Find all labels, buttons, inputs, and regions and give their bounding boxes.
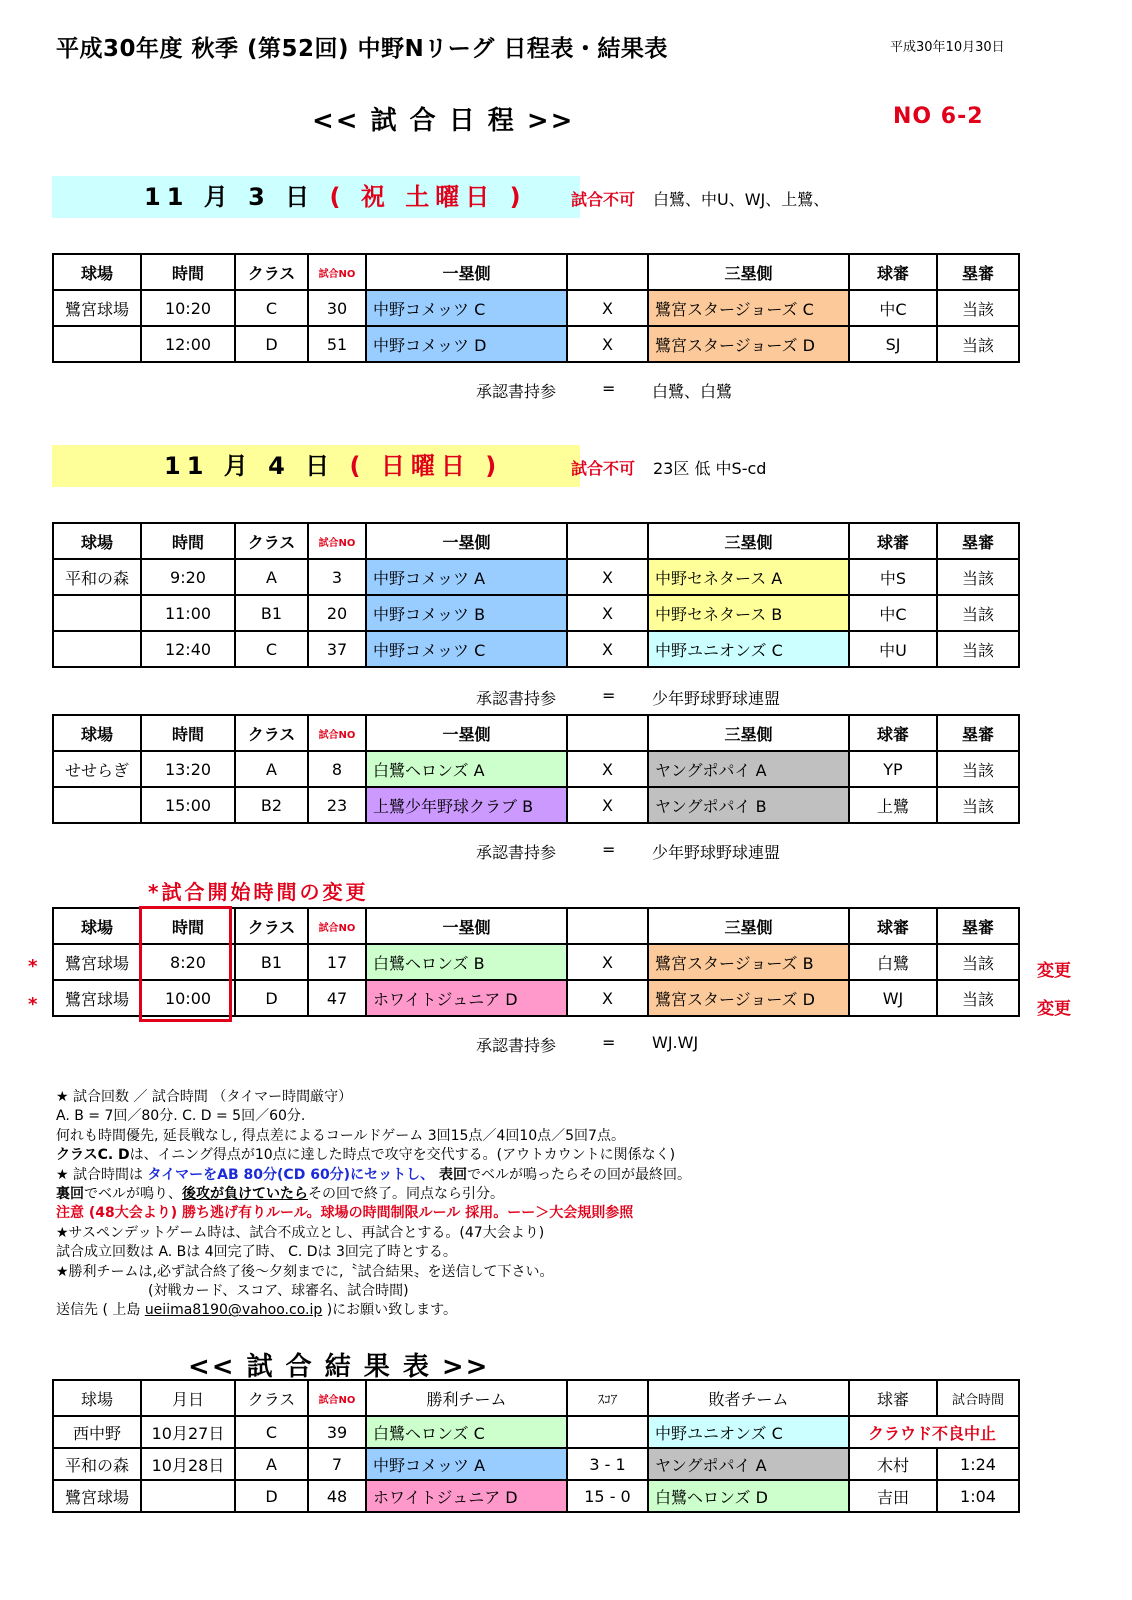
cell-field: せせらぎ: [53, 751, 141, 787]
col-base-umpire: 塁審: [937, 523, 1019, 559]
cell-base-umpire: 当該: [937, 559, 1019, 595]
cell-game-no: 23: [308, 787, 366, 823]
cell-game-no: 30: [308, 290, 366, 326]
schedule-table-day1: [52, 253, 1020, 363]
cell-date: [141, 1480, 235, 1512]
cell-class: C: [235, 1416, 308, 1448]
cell-first-team: 中野コメッツ C: [366, 631, 567, 667]
cell-class: A: [235, 751, 308, 787]
table-header-row: [53, 715, 1019, 751]
cell-first-team: 白鷺ヘロンズ A: [366, 751, 567, 787]
cell-vs: X: [567, 290, 648, 326]
cell-field: 鷺宮球場: [53, 1480, 141, 1512]
note-line: [56, 1301, 691, 1320]
cell-vs: X: [567, 559, 648, 595]
col-class: クラス: [235, 523, 308, 559]
cell-third-team: ヤングポパイ A: [648, 751, 849, 787]
cell-base-umpire: 当該: [937, 980, 1019, 1016]
cell-time: 10:00: [141, 980, 235, 1016]
col-third-base: 三塁側: [648, 715, 849, 751]
cell-game-no: 7: [308, 1448, 366, 1480]
cell-base-umpire: 当該: [937, 751, 1019, 787]
col-vs: [567, 523, 648, 559]
cell-winner: 中野コメッツ A: [366, 1448, 567, 1480]
table-row: [53, 290, 1019, 326]
col-game-no: 試合NO: [308, 523, 366, 559]
note-line: ★勝利チームは,必ず試合終了後～夕刻までに,〝試合結果〟を送信して下さい。: [56, 1263, 554, 1280]
approval-label: 承認書持参: [476, 1036, 557, 1055]
col-first-base: 一塁側: [366, 908, 567, 944]
change-note: 変更: [1037, 999, 1071, 1019]
col-field: 球場: [53, 715, 141, 751]
cell-class: B2: [235, 787, 308, 823]
cell-date: 10月27日: [141, 1416, 235, 1448]
table-header-row: [53, 1380, 1019, 1416]
cell-score: 3 - 1: [567, 1448, 648, 1480]
cell-umpire: 吉田: [849, 1480, 937, 1512]
cell-game-no: 48: [308, 1480, 366, 1512]
approval-equals: =: [602, 379, 616, 398]
cell-vs: X: [567, 944, 648, 980]
cell-field: 平和の森: [53, 559, 141, 595]
col-base-umpire: 塁審: [937, 254, 1019, 290]
results-table: [52, 1379, 1020, 1513]
document-number: NO 6-2: [893, 104, 984, 129]
note-line: ★サスペンデットゲーム時は、試合不成立とし、再試合とする。(47大会より): [56, 1224, 545, 1241]
cell-time: 10:20: [141, 290, 235, 326]
cell-first-team: 中野コメッツ B: [366, 595, 567, 631]
note-line: 何れも時間優先, 延長戦なし, 得点差によるコールドゲーム 3回15点／4回10点／5回7点。: [56, 1127, 625, 1144]
col-game-time: 試合時間: [937, 1380, 1019, 1416]
cell-first-team: ホワイトジュニア D: [366, 980, 567, 1016]
col-game-no: 試合NO: [308, 1380, 366, 1416]
table-row: [53, 1416, 1019, 1448]
cell-field: [53, 631, 141, 667]
col-first-base: 一塁側: [366, 715, 567, 751]
cell-third-team: 鷺宮スタージョーズ C: [648, 290, 849, 326]
table-row: [53, 595, 1019, 631]
table-row: [53, 326, 1019, 362]
note-text: 送信先 ( 上島: [56, 1302, 145, 1319]
approval-value: 白鷺、白鷺: [652, 382, 733, 401]
col-field: 球場: [53, 1380, 141, 1416]
change-marker: *: [28, 994, 38, 1015]
cell-field: 鷺宮球場: [53, 980, 141, 1016]
cell-time: 12:40: [141, 631, 235, 667]
cell-vs: X: [567, 787, 648, 823]
cell-class: A: [235, 559, 308, 595]
cell-class: D: [235, 980, 308, 1016]
table-row: [53, 559, 1019, 595]
cell-base-umpire: 当該: [937, 631, 1019, 667]
cell-game-time: 1:04: [937, 1480, 1019, 1512]
cell-third-team: 中野セネタース B: [648, 595, 849, 631]
cell-vs: X: [567, 595, 648, 631]
col-time: 時間: [141, 254, 235, 290]
cell-umpire: 木村: [849, 1448, 937, 1480]
col-class: クラス: [235, 908, 308, 944]
note-text: でベルが鳴ったらその回が最終回。: [466, 1166, 691, 1183]
cell-field: 鷺宮球場: [53, 944, 141, 980]
cell-score: [567, 1416, 648, 1448]
schedule-table-day2-seseragi: [52, 714, 1020, 824]
email-link[interactable]: ueiima8190@vahoo.co.ip: [144, 1302, 323, 1319]
col-winner: 勝利チーム: [366, 1380, 567, 1416]
approval-label: 承認書持参: [476, 689, 557, 708]
table-row: [53, 1448, 1019, 1480]
col-vs: [567, 908, 648, 944]
approval-value: 少年野球野球連盟: [652, 843, 781, 862]
cell-third-team: 中野セネタース A: [648, 559, 849, 595]
cell-loser: 中野ユニオンズ C: [648, 1416, 849, 1448]
day1-no-game-teams: 白鷺、中U、WJ、上鷺、: [653, 190, 830, 209]
col-field: 球場: [53, 254, 141, 290]
cell-game-no: 20: [308, 595, 366, 631]
cell-game-no: 17: [308, 944, 366, 980]
col-base-umpire: 塁審: [937, 908, 1019, 944]
change-note: 変更: [1037, 961, 1071, 981]
col-game-no: 試合NO: [308, 908, 366, 944]
cell-base-umpire: 当該: [937, 595, 1019, 631]
col-field: 球場: [53, 908, 141, 944]
table-header-row: [53, 523, 1019, 559]
cell-field: 鷺宮球場: [53, 290, 141, 326]
note-line: 試合成立回数は A. Bは 4回完了時、 C. Dは 3回完了時とする。: [56, 1244, 457, 1261]
cell-umpire: WJ: [849, 980, 937, 1016]
cell-umpire: 白鷺: [849, 944, 937, 980]
cell-time: 9:20: [141, 559, 235, 595]
cell-field: 西中野: [53, 1416, 141, 1448]
cell-umpire: 中C: [849, 290, 937, 326]
approval-equals: =: [602, 840, 616, 859]
cell-class: D: [235, 326, 308, 362]
col-umpire: 球審: [849, 715, 937, 751]
note-line: ★ 試合回数 ／ 試合時間 （タイマー時間厳守）: [56, 1089, 353, 1105]
col-field: 球場: [53, 523, 141, 559]
day2-no-game-teams: 23区 低 中S-cd: [653, 459, 767, 478]
cell-class: B1: [235, 944, 308, 980]
table-row: [53, 787, 1019, 823]
note-emphasis: 表回: [434, 1166, 467, 1183]
col-umpire: 球審: [849, 908, 937, 944]
note-line: [56, 1166, 691, 1185]
note-text: その回で終了。同点なら引分。: [308, 1186, 504, 1203]
col-third-base: 三塁側: [648, 254, 849, 290]
col-game-no: 試合NO: [308, 254, 366, 290]
cell-vs: X: [567, 980, 648, 1016]
document-date: 平成30年10月30日: [890, 40, 1005, 55]
cell-base-umpire: 当該: [937, 326, 1019, 362]
cell-winner: ホワイトジュニア D: [366, 1480, 567, 1512]
cell-date: 10月28日: [141, 1448, 235, 1480]
day1-date-bar: [52, 176, 580, 218]
approval-equals: =: [602, 1033, 616, 1052]
col-vs: [567, 254, 648, 290]
table-header-row: [53, 254, 1019, 290]
cell-first-team: 中野コメッツ A: [366, 559, 567, 595]
note-line: 注意 (48大会より) 勝ち逃げ有りルール。球場の時間制限ルール 採用。ーー＞大会規則参照: [56, 1205, 634, 1222]
col-class: クラス: [235, 715, 308, 751]
note-line: (対戦カード、スコア、球審名、試合時間): [148, 1283, 409, 1300]
cell-game-no: 3: [308, 559, 366, 595]
col-score: ｽｺｱ: [567, 1380, 648, 1416]
cell-time: 11:00: [141, 595, 235, 631]
schedule-heading: << 試 合 日 程 >>: [312, 106, 575, 136]
cell-third-team: 中野ユニオンズ C: [648, 631, 849, 667]
note-line: A. B = 7回／80分. C. D = 5回／60分.: [56, 1108, 306, 1125]
note-text: ★ 試合時間は: [56, 1166, 148, 1183]
note-emphasis: クラスC. D: [56, 1147, 130, 1164]
cell-first-team: 中野コメッツ C: [366, 290, 567, 326]
cell-game-time: 1:24: [937, 1448, 1019, 1480]
cell-third-team: 鷺宮スタージョーズ B: [648, 944, 849, 980]
col-time: 時間: [141, 715, 235, 751]
cell-field: [53, 595, 141, 631]
cell-class: C: [235, 290, 308, 326]
cell-loser: 白鷺ヘロンズ D: [648, 1480, 849, 1512]
cell-class: C: [235, 631, 308, 667]
note-emphasis: タイマーをAB 80分(CD 60分)にセットし、: [147, 1166, 435, 1183]
note-line: [56, 1185, 691, 1204]
approval-value: WJ.WJ: [652, 1033, 699, 1052]
day2-date: 11 月 4 日: [164, 452, 336, 480]
cell-first-team: 白鷺ヘロンズ B: [366, 944, 567, 980]
cell-winner: 白鷺ヘロンズ C: [366, 1416, 567, 1448]
cell-umpire: 上鷺: [849, 787, 937, 823]
col-date: 月日: [141, 1380, 235, 1416]
cell-class: D: [235, 1480, 308, 1512]
day2-date-bar: [52, 445, 580, 487]
cell-third-team: 鷺宮スタージョーズ D: [648, 326, 849, 362]
cell-score: 15 - 0: [567, 1480, 648, 1512]
rules-notes: [56, 1088, 691, 1321]
document-title: 平成30年度 秋季 (第52回) 中野Nリーグ 日程表・結果表: [56, 36, 668, 62]
day1-date: 11 月 3 日: [144, 183, 316, 211]
note-line: [56, 1146, 691, 1165]
change-marker: *: [28, 956, 38, 977]
col-first-base: 一塁側: [366, 254, 567, 290]
note-text: は、イニング得点が10点に達した時点で攻守を交代する。(アウトカウントに関係なく): [129, 1147, 676, 1164]
approval-label: 承認書持参: [476, 382, 557, 401]
table-row: [53, 1480, 1019, 1512]
cell-time: 12:00: [141, 326, 235, 362]
col-vs: [567, 715, 648, 751]
cell-base-umpire: 当該: [937, 290, 1019, 326]
col-loser: 敗者チーム: [648, 1380, 849, 1416]
cell-base-umpire: 当該: [937, 787, 1019, 823]
col-time: 時間: [141, 523, 235, 559]
cell-class: A: [235, 1448, 308, 1480]
col-first-base: 一塁側: [366, 523, 567, 559]
cell-third-team: 鷺宮スタージョーズ D: [648, 980, 849, 1016]
time-change-highlight: [139, 906, 232, 1022]
table-row: [53, 751, 1019, 787]
cell-time: 8:20: [141, 944, 235, 980]
cell-umpire: 中S: [849, 559, 937, 595]
approval-equals: =: [602, 686, 616, 705]
day1-weekday: ( 祝 土曜日 ): [329, 183, 527, 211]
cell-class: B1: [235, 595, 308, 631]
note-text: )にお願い致します。: [322, 1302, 458, 1319]
cell-field: 平和の森: [53, 1448, 141, 1480]
col-time: 時間: [141, 908, 235, 944]
cell-base-umpire: 当該: [937, 944, 1019, 980]
cell-umpire: 中C: [849, 595, 937, 631]
cell-game-no: 51: [308, 326, 366, 362]
cell-time: 13:20: [141, 751, 235, 787]
cell-game-no: 39: [308, 1416, 366, 1448]
note-emphasis: 裏回: [56, 1186, 84, 1203]
day2-no-game-label: 試合不可: [571, 459, 636, 478]
col-game-no: 試合NO: [308, 715, 366, 751]
cell-loser: ヤングポパイ A: [648, 1448, 849, 1480]
cell-game-no: 8: [308, 751, 366, 787]
col-third-base: 三塁側: [648, 908, 849, 944]
cell-vs: X: [567, 326, 648, 362]
note-text: でベルが鳴り、: [84, 1186, 182, 1203]
cell-vs: X: [567, 631, 648, 667]
col-third-base: 三塁側: [648, 523, 849, 559]
col-base-umpire: 塁審: [937, 715, 1019, 751]
note-emphasis: 後攻が負けていたら: [182, 1186, 308, 1203]
col-umpire: 球審: [849, 1380, 937, 1416]
approval-value: 少年野球野球連盟: [652, 689, 781, 708]
cell-field: [53, 326, 141, 362]
cell-field: [53, 787, 141, 823]
day1-no-game-label: 試合不可: [571, 190, 636, 209]
cell-cancelled-note: クラウド不良中止: [849, 1416, 1019, 1448]
cell-first-team: 中野コメッツ D: [366, 326, 567, 362]
col-umpire: 球審: [849, 254, 937, 290]
cell-umpire: YP: [849, 751, 937, 787]
col-class: クラス: [235, 1380, 308, 1416]
day2-weekday: ( 日曜日 ): [349, 452, 503, 480]
table-row: [53, 631, 1019, 667]
cell-time: 15:00: [141, 787, 235, 823]
col-umpire: 球審: [849, 523, 937, 559]
time-change-heading: *試合開始時間の変更: [148, 880, 369, 904]
cell-vs: X: [567, 751, 648, 787]
cell-game-no: 47: [308, 980, 366, 1016]
cell-umpire: 中U: [849, 631, 937, 667]
approval-label: 承認書持参: [476, 843, 557, 862]
col-class: クラス: [235, 254, 308, 290]
cell-game-no: 37: [308, 631, 366, 667]
results-heading: << 試 合 結 果 表 >>: [188, 1352, 490, 1382]
schedule-table-day2-heiwa: [52, 522, 1020, 668]
cell-umpire: SJ: [849, 326, 937, 362]
cell-first-team: 上鷺少年野球クラブ B: [366, 787, 567, 823]
cell-third-team: ヤングポパイ B: [648, 787, 849, 823]
